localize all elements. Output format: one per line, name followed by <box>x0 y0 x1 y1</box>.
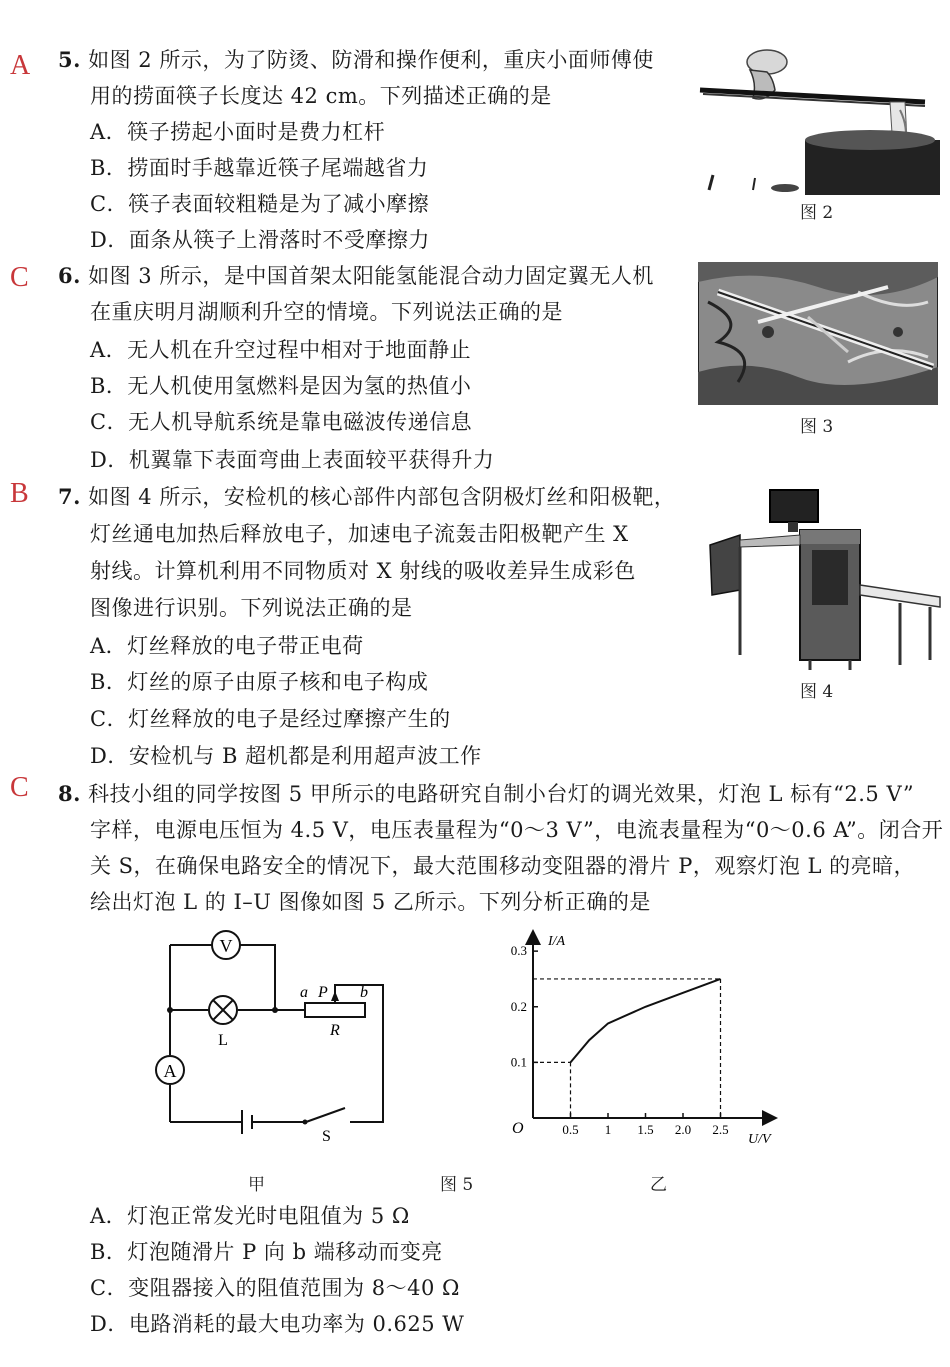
q7-stem-4: 图像进行识别。下列说法正确的是 <box>90 596 413 620</box>
voltmeter-label: V <box>219 936 233 956</box>
q6-number: 6. <box>58 263 81 288</box>
q8-answer: C <box>10 772 29 803</box>
figure-5-left-caption: 甲 <box>248 1175 265 1195</box>
q7-option-c: C．灯丝释放的电子是经过摩擦产生的 <box>90 707 451 731</box>
q8-option-b: B．灯泡随滑片 P 向 b 端移动而变亮 <box>90 1240 443 1264</box>
q6-option-a: A．无人机在升空过程中相对于地面静止 <box>90 338 472 362</box>
figure-5-caption: 图 5 <box>440 1175 474 1195</box>
q6-option-c: C．无人机导航系统是靠电磁波传递信息 <box>90 410 473 434</box>
x-tick-label: 0.5 <box>562 1122 579 1137</box>
figure-3-caption: 图 3 <box>800 417 834 437</box>
q8-stem-text-1: 科技小组的同学按图 5 甲所示的电路研究自制小台灯的调光效果，灯泡 L 标有“2.5 V” <box>88 782 915 806</box>
q8-option-d: D．电路消耗的最大电功率为 0.625 W <box>90 1312 465 1336</box>
figure-5-iu-chart <box>500 925 790 1150</box>
y-tick-label: 0.2 <box>510 998 527 1014</box>
q7-option-a: A．灯丝释放的电子带正电荷 <box>90 634 364 658</box>
q7-stem-1 <box>58 481 675 511</box>
q7-stem-3: 射线。计算机利用不同物质对 X 射线的吸收差异生成彩色 <box>90 559 636 583</box>
q5-stem-text-1: 如图 2 所示，为了防烫、防滑和操作便利，重庆小面师傅使 <box>88 48 654 72</box>
q5-number: 5. <box>58 47 81 72</box>
x-tick-label: 1 <box>604 1122 612 1137</box>
q5-option-a: A．筷子捞起小面时是费力杠杆 <box>90 120 386 144</box>
q6-option-d: D．机翼靠下表面弯曲上表面较平获得升力 <box>90 448 495 472</box>
q7-option-b: B．灯丝的原子由原子核和电子构成 <box>90 670 429 694</box>
q5-option-d: D．面条从筷子上滑落时不受摩擦力 <box>90 228 430 252</box>
q8-stem-3: 关 S，在确保电路安全的情况下，最大范围移动变阻器的滑片 P，观察灯泡 L 的亮暗， <box>90 854 916 878</box>
rheostat-end-a-label: a <box>300 984 308 1001</box>
ammeter-symbol <box>156 1056 184 1084</box>
q7-option-d: D．安检机与 B 超机都是利用超声波工作 <box>90 744 482 768</box>
q6-stem-1 <box>58 260 654 290</box>
lamp-label: L <box>218 1032 228 1049</box>
q6-stem-text-1: 如图 3 所示，是中国首架太阳能氢能混合动力固定翼无人机 <box>88 264 654 288</box>
x-tick-label: 1.5 <box>637 1122 654 1137</box>
y-tick-label: 0.3 <box>510 943 527 959</box>
q5-option-c: C．筷子表面较粗糙是为了减小摩擦 <box>90 192 430 216</box>
q8-number: 8. <box>58 781 81 806</box>
rheostat-end-b-label: b <box>360 984 368 1001</box>
switch-label: S <box>322 1128 331 1145</box>
x-axis-label: U/V <box>748 1132 771 1147</box>
x-tick-label: 2.5 <box>712 1122 729 1137</box>
slider-p-label: P <box>318 984 328 1001</box>
q8-stem-1 <box>58 778 914 808</box>
q6-option-b: B．无人机使用氢燃料是因为氢的热值小 <box>90 374 472 398</box>
figure-2-caption: 图 2 <box>800 203 834 223</box>
ammeter-label: A <box>163 1061 177 1081</box>
q5-stem-1 <box>58 44 654 74</box>
y-axis-label: I/A <box>548 934 566 949</box>
figure-5-right-caption: 乙 <box>650 1175 667 1195</box>
figure-4-caption: 图 4 <box>800 682 834 702</box>
q7-stem-text-1: 如图 4 所示，安检机的核心部件内部包含阴极灯丝和阳极靶， <box>88 485 676 509</box>
q6-answer: C <box>10 262 29 293</box>
y-tick-label: 0.1 <box>510 1054 527 1070</box>
q7-stem-2: 灯丝通电加热后释放电子，加速电子流轰击阳极靶产生 X <box>90 522 629 546</box>
q7-number: 7. <box>58 484 81 509</box>
q7-answer: B <box>10 478 29 509</box>
x-tick-label: 2.0 <box>674 1122 692 1137</box>
origin-label: O <box>512 1120 524 1137</box>
q5-answer: A <box>10 50 31 81</box>
figure-4-security-scanner-photo <box>700 485 945 675</box>
voltmeter-symbol <box>212 931 240 959</box>
lamp-symbol <box>209 996 237 1049</box>
q8-option-a: A．灯泡正常发光时电阻值为 5 Ω <box>90 1204 410 1228</box>
figure-3-drone-photo <box>698 262 938 405</box>
q8-option-c: C．变阻器接入的阻值范围为 8～40 Ω <box>90 1276 460 1300</box>
q6-stem-2: 在重庆明月湖顺利升空的情境。下列说法正确的是 <box>90 300 563 324</box>
q5-stem-2: 用的捞面筷子长度达 42 cm。下列描述正确的是 <box>90 84 552 108</box>
figure-5-circuit-diagram <box>140 925 410 1150</box>
q8-stem-2: 字样，电源电压恒为 4.5 V，电压表量程为“0～3 V”，电流表量程为“0～0.6 A”。闭合开 <box>90 818 944 842</box>
rheostat-label: R <box>330 1022 340 1039</box>
iu-curve <box>571 979 721 1062</box>
q8-stem-4: 绘出灯泡 L 的 I–U 图像如图 5 乙所示。下列分析正确的是 <box>90 890 651 914</box>
figure-2-chopsticks-photo <box>695 40 940 200</box>
q5-option-b: B．捞面时手越靠近筷子尾端越省力 <box>90 156 429 180</box>
